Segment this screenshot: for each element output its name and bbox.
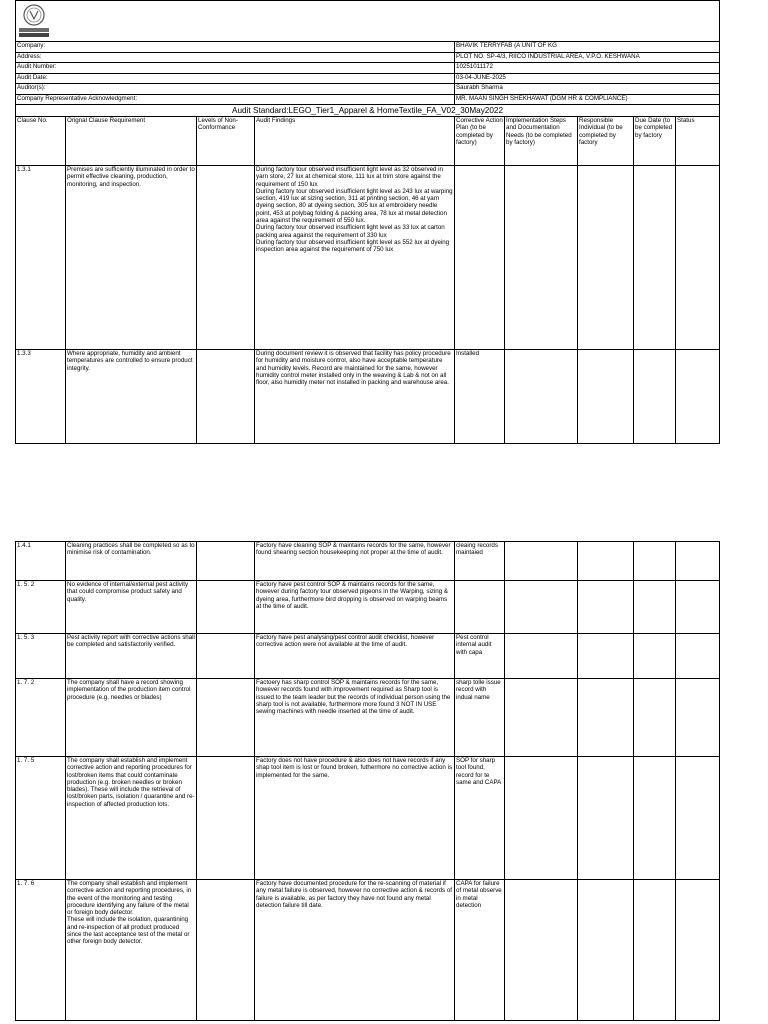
cell-findings: Factoery has sharp control SOP & maintains records for the same, however records found with improvement required as Sharp tool is issued to the team leader but the records of individual person using the sharp tool is not available, furthermore more found 3 NOT IN USE sewing machines with needle inserted at the time of audit.	[255, 679, 455, 757]
cell-cap: sharp tolle issue record with indual name	[455, 679, 505, 757]
info-row	[16, 84, 720, 95]
cell-level	[197, 679, 255, 757]
finding-row	[16, 757, 720, 880]
cell-findings: During document review it is observed that facility has policy procedure for humidity and moisture control, also have acceptable temperature and humidity levels. Record are maintained for the same, however humidity control meter installed only in the weaving & Lab & not on all floor, also humidity meter not installed in packing and warehouse area.	[255, 350, 455, 444]
info-value: MR. MAAN SINGH SHEKHAWAT (DGM HR & COMPLIANCE)	[455, 94, 720, 105]
col-header-cap: Corrective Action Plan (to be completed by factory)	[455, 117, 505, 166]
cell-level	[197, 634, 255, 679]
cell-due	[634, 880, 676, 1021]
cell-clause: 1. 7. 6	[16, 880, 66, 1021]
cell-findings: Factory have pest analysing/pest control audit checklist, however corrective action were not available at the time of audit.	[255, 634, 455, 679]
cell-level	[197, 581, 255, 634]
cell-resp	[578, 679, 634, 757]
cell-requirement: Where appropriate, humidity and ambient temperatures are controlled to ensure product integrity.	[66, 350, 197, 444]
col-header-requirement: Orignal Clause Requirement	[66, 117, 197, 166]
cell-level	[197, 880, 255, 1021]
info-label: Auditor(s):	[16, 84, 455, 95]
cell-clause: 1.3.3	[16, 350, 66, 444]
cell-impl	[505, 880, 578, 1021]
cell-impl	[505, 542, 578, 581]
cell-cap	[455, 581, 505, 634]
col-header-clause: Clause No.	[16, 117, 66, 166]
col-header-impl: Implementation Steps and Documentation Needs (to be completed by factory)	[505, 117, 578, 166]
cell-cap: cleaing records maintaied	[455, 542, 505, 581]
finding-row	[16, 350, 720, 444]
info-label: Audit Number:	[16, 63, 455, 74]
col-header-status: Status	[676, 117, 720, 166]
cell-due	[634, 581, 676, 634]
cell-level	[197, 542, 255, 581]
cell-resp	[578, 166, 634, 350]
audit-sheet-page-1	[15, 0, 719, 444]
cell-due	[634, 757, 676, 880]
cell-cap: Pest control internal audit with capa	[455, 634, 505, 679]
cell-clause: 1. 5. 2	[16, 581, 66, 634]
audit-standard: Audit Standard:LEGO_Tier1_Apparel & HomeTextile_FA_V02_30May2022	[16, 105, 720, 117]
finding-row	[16, 581, 720, 634]
cell-cap: CAPA for failure of metal observe in metal detection	[455, 880, 505, 1021]
cell-clause: 1.4.1	[16, 542, 66, 581]
cell-clause: 1. 7. 2	[16, 679, 66, 757]
cell-status	[676, 757, 720, 880]
findings-rows-page-1	[16, 166, 720, 444]
info-row	[16, 63, 720, 74]
col-header-due: Due Date (to be completed by factory	[634, 117, 676, 166]
info-row	[16, 52, 720, 63]
col-header-level: Levels of Non-Conformance	[197, 117, 255, 166]
cell-cap: Installed	[455, 350, 505, 444]
info-value: BHAVIK TERRYFAB (A UNIT OF KG	[455, 42, 720, 53]
cell-status	[676, 880, 720, 1021]
audit-info	[16, 42, 720, 105]
cell-impl	[505, 166, 578, 350]
audit-sheet-page-2	[15, 541, 719, 1021]
cell-findings: Factory does not have procedure & also does not have records if any shap tool item is lost or found broken, futhermore no corrective action is implemented for the same.	[255, 757, 455, 880]
cell-due	[634, 166, 676, 350]
info-value: 03-04-JUNE-2025	[455, 73, 720, 84]
cell-cap: SOP for sharp tool found, record for te same and CAPA	[455, 757, 505, 880]
finding-row	[16, 679, 720, 757]
cell-resp	[578, 350, 634, 444]
cell-requirement: No evidence of internal/external pest activity that could compromise product safety and quality.	[66, 581, 197, 634]
cell-impl	[505, 634, 578, 679]
cell-due	[634, 634, 676, 679]
col-header-resp: Responsible Individual (to be completed by factory	[578, 117, 634, 166]
cell-level	[197, 757, 255, 880]
cell-level	[197, 350, 255, 444]
cell-clause: 1. 7. 5	[16, 757, 66, 880]
finding-row	[16, 880, 720, 1021]
findings-rows-page-2	[16, 542, 720, 1021]
cell-status	[676, 350, 720, 444]
finding-row	[16, 166, 720, 350]
cell-due	[634, 542, 676, 581]
info-value: PLOT NO. SP-4/3, RIICO INDUSTRIAL AREA, V.P.O. KESHWANA	[455, 52, 720, 63]
info-value: 10251011172	[455, 63, 720, 74]
cell-level	[197, 166, 255, 350]
info-row	[16, 94, 720, 105]
cell-requirement: Cleaning practices shall be completed so as to minimise risk of contamination.	[66, 542, 197, 581]
cell-impl	[505, 679, 578, 757]
findings-table-page-2	[15, 541, 720, 1021]
cell-requirement: The company shall have a record showing implementation of the production item control procedure (e.g. needles or blades)	[66, 679, 197, 757]
cell-impl	[505, 757, 578, 880]
cell-requirement: The company shall establish and implement corrective action and reporting procedures for lost/broken items that could contaminate production (e.g. broken needles or broken blades). These will include the retrieval of lost/broken parts, isolation / quarantine and re-inspection of affected production lots.	[66, 757, 197, 880]
cell-cap	[455, 166, 505, 350]
audit-header-table	[15, 0, 720, 444]
cell-resp	[578, 581, 634, 634]
finding-row	[16, 634, 720, 679]
cell-resp	[578, 634, 634, 679]
cell-status	[676, 634, 720, 679]
info-row	[16, 73, 720, 84]
cell-status	[676, 542, 720, 581]
info-label: Audit Date:	[16, 73, 455, 84]
info-label: Address:	[16, 52, 455, 63]
cell-impl	[505, 581, 578, 634]
cell-findings: Factory have cleaning SOP & maintains records for the same, however found shearing section housekeeping not proper at the time of audit.	[255, 542, 455, 581]
info-label: Company Representative Acknowledgment:	[16, 94, 455, 105]
cell-findings: Factory have documented procedure for the re-scanning of material if any metal failure is observed, however no corrective action & records of failure is available, as per factory they have not found any metal detection failure till date.	[255, 880, 455, 1021]
cell-findings: During factory tour observed insufficient light level as 32 observed in yarn store, 27 lux at chemical store, 111 lux at trim store against the requirement of 150 lux During factory tour observed insufficient light level as 243 lux at warping section, 419 lux at sizing section, 311 at printing section, 46 at yarn dyeing section, 80 at dyeing section, 305 lux at embroidery needle point, 453 at polybag folding & packing area, 78 lux at metal detection area against the requirement of 550 lux. During factory tour observed insufficient light level as 33 lux at carton packing area against the requirement of 330 lux During factory tour observed insufficient light level as 552 lux at dyeing inspection area against the requirement of 750 lux	[255, 166, 455, 350]
cell-status	[676, 679, 720, 757]
info-value: Saurabh Sharma	[455, 84, 720, 95]
column-headers	[16, 117, 720, 166]
cell-status	[676, 581, 720, 634]
info-label: Company:	[16, 42, 455, 53]
cell-due	[634, 350, 676, 444]
cell-findings: Factory have pest control SOP & maintains records for the same, however during factory tour observed pigeons in the Warping, sizing & dyeing area, furthermore bird dropping is observed on warping beams at the time of audit.	[255, 581, 455, 634]
finding-row	[16, 542, 720, 581]
cell-clause: 1.3.1	[16, 166, 66, 350]
bureau-veritas-logo	[18, 3, 50, 39]
cell-resp	[578, 542, 634, 581]
cell-resp	[578, 880, 634, 1021]
cell-impl	[505, 350, 578, 444]
cell-resp	[578, 757, 634, 880]
col-header-findings: Audit Findings	[255, 117, 455, 166]
cell-requirement: The company shall establish and implement corrective action and reporting procedures, in the event of the monitoring and testing procedure identifying any failure of the metal or foreign body detector. These will include the isolation, quarantining and re-inspection of all product produced since the last acceptance test of the metal or other foreign body detector.	[66, 880, 197, 1021]
cell-requirement: Pest activity report with corrective actions shall be completed and satisfactorily verified.	[66, 634, 197, 679]
cell-clause: 1. 5. 3	[16, 634, 66, 679]
cell-requirement: Premises are sufficiently illuminated in order to permit effective cleaning, production, monitoring, and inspection.	[66, 166, 197, 350]
logo-row	[16, 1, 720, 42]
cell-due	[634, 679, 676, 757]
cell-status	[676, 166, 720, 350]
info-row	[16, 42, 720, 53]
